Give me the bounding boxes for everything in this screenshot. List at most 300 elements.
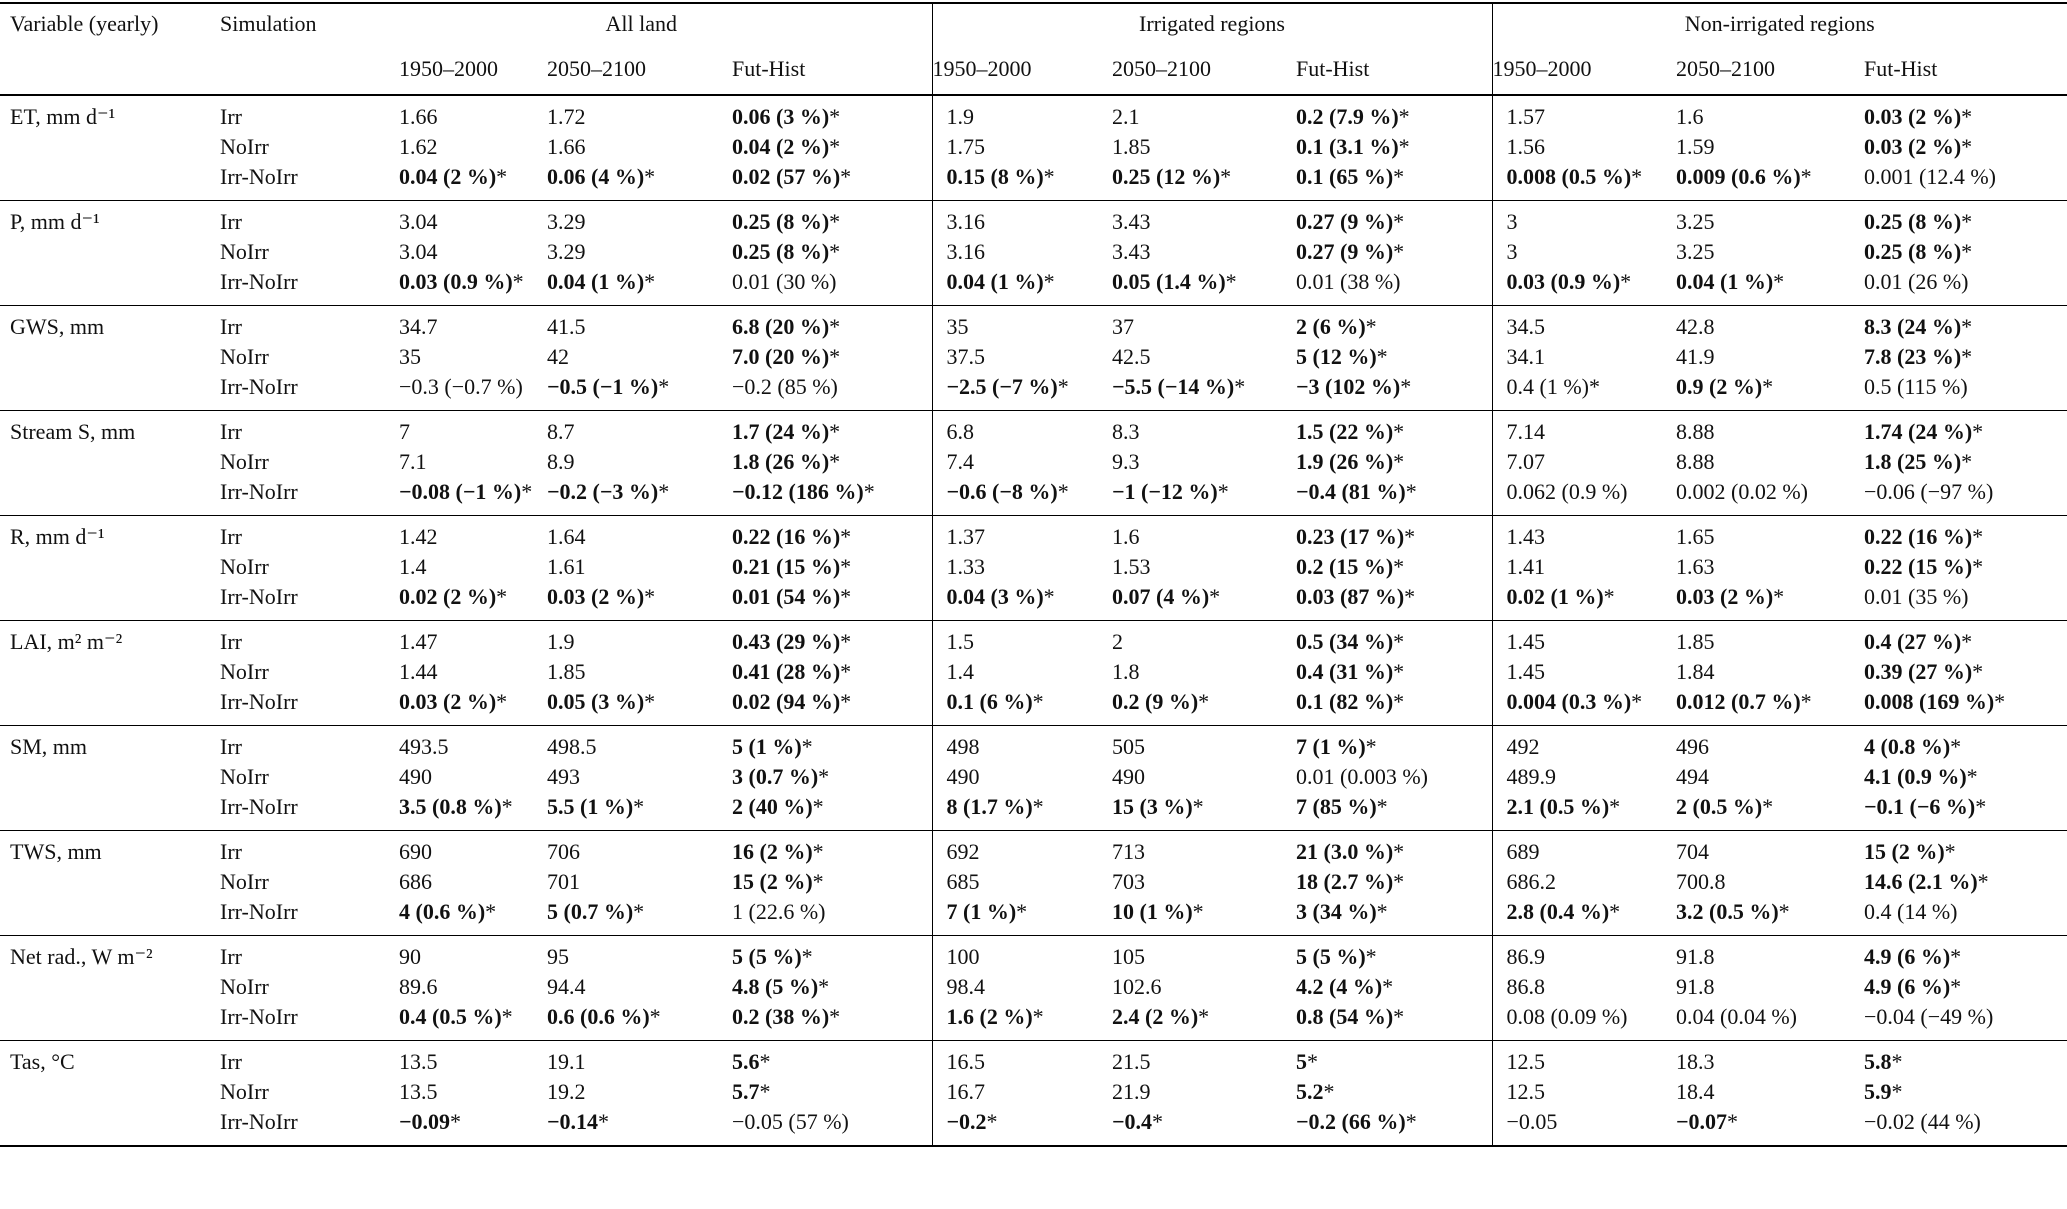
cell-value: 5.5 (1 %) <box>547 794 634 819</box>
value-cell <box>732 552 932 582</box>
cell-value: 0.06 (3 %) <box>732 104 830 129</box>
cell-value: 6.8 (20 %) <box>732 314 830 339</box>
significance-marker: * <box>1393 629 1405 654</box>
value-cell <box>1864 162 2067 201</box>
value-cell <box>351 411 547 448</box>
cell-value: 3.43 <box>1112 209 1151 234</box>
significance-marker: * <box>1944 839 1956 864</box>
value-cell <box>932 201 1112 238</box>
significance-marker: * <box>829 239 841 264</box>
value-cell <box>1492 267 1676 306</box>
value-cell <box>732 792 932 831</box>
cell-value: 3.04 <box>399 239 438 264</box>
value-cell <box>351 1107 547 1146</box>
value-cell <box>932 831 1112 868</box>
value-cell <box>1492 1077 1676 1107</box>
significance-marker: * <box>1365 944 1377 969</box>
cell-value: 0.27 (9 %) <box>1296 239 1394 264</box>
cell-value: 2.1 <box>1112 104 1140 129</box>
significance-marker: * <box>829 314 841 339</box>
cell-value: 0.03 (0.9 %) <box>399 269 513 294</box>
variable-label <box>0 762 220 792</box>
cell-value: 0.22 (15 %) <box>1864 554 1973 579</box>
cell-value: 1.4 <box>946 659 974 684</box>
simulation-label: NoIrr <box>220 659 269 684</box>
cell-value: 0.2 (38 %) <box>732 1004 830 1029</box>
simulation-label: NoIrr <box>220 344 269 369</box>
cell-value: 13.5 <box>399 1079 438 1104</box>
cell-value: 493.5 <box>399 734 449 759</box>
cell-value: 13.5 <box>399 1049 438 1074</box>
value-cell <box>1676 95 1864 132</box>
cell-value: 16 (2 %) <box>732 839 813 864</box>
variable-label: LAI, m² m⁻² <box>10 629 123 654</box>
cell-value: 1.59 <box>1676 134 1715 159</box>
value-cell <box>547 411 732 448</box>
value-cell <box>547 726 732 763</box>
value-cell <box>1492 897 1676 936</box>
cell-value: 0.22 (16 %) <box>1864 524 1973 549</box>
significance-marker: * <box>496 164 508 189</box>
cell-value: 18 (2.7 %) <box>1296 869 1394 894</box>
cell-value: 493 <box>547 764 580 789</box>
significance-marker: * <box>1393 419 1405 444</box>
cell-value: 0.41 (28 %) <box>732 659 841 684</box>
significance-marker: * <box>1405 1109 1417 1134</box>
value-cell <box>732 972 932 1002</box>
value-cell <box>1864 1002 2067 1041</box>
significance-marker: * <box>1376 344 1388 369</box>
cell-value: 91.8 <box>1676 974 1715 999</box>
cell-value: 0.23 (17 %) <box>1296 524 1405 549</box>
cell-value: 0.27 (9 %) <box>1296 209 1394 234</box>
significance-marker: * <box>1961 344 1973 369</box>
value-cell <box>351 687 547 726</box>
value-cell <box>547 657 732 687</box>
significance-marker: * <box>1404 584 1416 609</box>
value-cell <box>932 621 1112 658</box>
value-cell <box>1492 201 1676 238</box>
value-cell <box>1296 621 1492 658</box>
cell-value: 704 <box>1676 839 1709 864</box>
value-cell <box>1676 1041 1864 1078</box>
cell-value: 21.5 <box>1112 1049 1151 1074</box>
significance-marker: * <box>450 1109 462 1134</box>
cell-value: 21.9 <box>1112 1079 1151 1104</box>
value-cell <box>1676 132 1864 162</box>
value-cell <box>1112 411 1296 448</box>
cell-value: −0.2 <box>946 1109 987 1134</box>
cell-value: 1.42 <box>399 524 438 549</box>
value-cell <box>351 726 547 763</box>
significance-marker: * <box>812 869 824 894</box>
value-cell <box>732 867 932 897</box>
cell-value: −0.4 <box>1112 1109 1153 1134</box>
cell-value: 0.01 (26 %) <box>1864 269 1969 294</box>
table-row <box>0 1077 2067 1107</box>
cell-value: 689 <box>1506 839 1540 864</box>
significance-marker: * <box>658 374 670 399</box>
cell-value: 5.2 <box>1296 1079 1324 1104</box>
cell-value: 0.02 (1 %) <box>1506 584 1604 609</box>
cell-value: 21 (3.0 %) <box>1296 839 1394 864</box>
significance-marker: * <box>1961 239 1973 264</box>
cell-value: 713 <box>1112 839 1145 864</box>
header-period-future: 2050–2100 <box>547 44 732 95</box>
cell-value: 3.5 (0.8 %) <box>399 794 502 819</box>
cell-value: 4.1 (0.9 %) <box>1864 764 1967 789</box>
simulation-label: Irr <box>220 419 242 444</box>
value-cell <box>351 792 547 831</box>
table-row <box>0 447 2067 477</box>
significance-marker: * <box>1382 974 1394 999</box>
significance-marker: * <box>829 344 841 369</box>
cell-value: 0.002 (0.02 %) <box>1676 479 1808 504</box>
value-cell <box>932 1107 1112 1146</box>
cell-value: 685 <box>946 869 980 894</box>
cell-value: 2 (6 %) <box>1296 314 1366 339</box>
cell-value: 7.0 (20 %) <box>732 344 830 369</box>
significance-marker: * <box>1393 164 1405 189</box>
cell-value: 4.8 (5 %) <box>732 974 819 999</box>
simulation-label: NoIrr <box>220 764 269 789</box>
table-row <box>0 477 2067 516</box>
value-cell <box>932 936 1112 973</box>
significance-marker: * <box>1631 164 1643 189</box>
simulation-label: Irr <box>220 1049 242 1074</box>
significance-marker: * <box>829 209 841 234</box>
value-cell <box>1492 657 1676 687</box>
value-cell <box>351 477 547 516</box>
value-cell <box>1112 582 1296 621</box>
significance-marker: * <box>1961 449 1973 474</box>
value-cell <box>1112 1107 1296 1146</box>
cell-value: −0.3 (−0.7 %) <box>399 374 523 399</box>
cell-value: 0.02 (2 %) <box>399 584 497 609</box>
table-row <box>0 162 2067 201</box>
significance-marker: * <box>644 584 656 609</box>
significance-marker: * <box>512 269 524 294</box>
simulation-label: Irr-NoIrr <box>220 582 351 621</box>
cell-value: 3.2 (0.5 %) <box>1676 899 1779 924</box>
cell-value: 1.33 <box>946 554 985 579</box>
significance-marker: * <box>1365 734 1377 759</box>
value-cell <box>1492 372 1676 411</box>
header-period-diff: Fut-Hist <box>732 44 932 95</box>
value-cell <box>1492 762 1676 792</box>
value-cell <box>932 267 1112 306</box>
significance-marker: * <box>1393 239 1405 264</box>
simulation-label: Irr-NoIrr <box>220 372 351 411</box>
value-cell <box>932 372 1112 411</box>
value-cell <box>547 1002 732 1041</box>
cell-value: 5.6 <box>732 1049 760 1074</box>
value-cell <box>351 552 547 582</box>
header-period-hist: 1950–2000 <box>932 44 1112 95</box>
value-cell <box>1296 237 1492 267</box>
value-cell <box>547 867 732 897</box>
value-cell <box>351 1002 547 1041</box>
value-cell <box>932 726 1112 763</box>
significance-marker: * <box>1961 209 1973 234</box>
cell-value: 1.64 <box>547 524 586 549</box>
significance-marker: * <box>1043 269 1055 294</box>
cell-value: 1.43 <box>1506 524 1545 549</box>
value-cell <box>547 1077 732 1107</box>
value-cell <box>1676 972 1864 1002</box>
value-cell <box>1676 792 1864 831</box>
value-cell <box>732 621 932 658</box>
significance-marker: * <box>598 1109 610 1134</box>
significance-marker: * <box>1950 974 1962 999</box>
cell-value: 0.9 (2 %) <box>1676 374 1763 399</box>
significance-marker: * <box>1950 734 1962 759</box>
simulation-label: Irr <box>220 209 242 234</box>
cell-value: 3 (34 %) <box>1296 899 1377 924</box>
value-cell <box>547 552 732 582</box>
simulation-label: Irr <box>220 839 242 864</box>
value-cell <box>732 897 932 936</box>
cell-value: −0.04 (−49 %) <box>1864 1004 1994 1029</box>
value-cell <box>1296 1077 1492 1107</box>
variable-label: Tas, °C <box>10 1049 75 1074</box>
header-group-non-irrigated: Non-irrigated regions <box>1492 3 2067 44</box>
cell-value: 0.01 (38 %) <box>1296 269 1401 294</box>
significance-marker: * <box>840 524 852 549</box>
value-cell <box>1112 516 1296 553</box>
cell-value: 3.25 <box>1676 209 1715 234</box>
value-cell <box>1864 897 2067 936</box>
significance-marker: * <box>1773 584 1785 609</box>
value-cell <box>1296 552 1492 582</box>
value-cell <box>1676 936 1864 973</box>
variable-label <box>0 792 220 831</box>
table-body <box>0 95 2067 1146</box>
value-cell <box>547 162 732 201</box>
value-cell <box>1864 762 2067 792</box>
value-cell <box>1676 726 1864 763</box>
cell-value: 1.6 <box>1112 524 1140 549</box>
cell-value: 1.6 <box>1676 104 1704 129</box>
simulation-label: NoIrr <box>220 239 269 264</box>
value-cell <box>351 162 547 201</box>
significance-marker: * <box>829 419 841 444</box>
cell-value: 0.05 (1.4 %) <box>1112 269 1226 294</box>
significance-marker: * <box>801 734 813 759</box>
cell-value: 1.37 <box>946 524 985 549</box>
table-row <box>0 867 2067 897</box>
cell-value: 3.25 <box>1676 239 1715 264</box>
significance-marker: * <box>1032 689 1044 714</box>
cell-value: 6.8 <box>946 419 974 444</box>
variable-label: P, mm d⁻¹ <box>10 209 100 234</box>
value-cell <box>732 342 932 372</box>
table-row <box>0 237 2067 267</box>
value-cell <box>732 1107 932 1146</box>
cell-value: 3 (0.7 %) <box>732 764 819 789</box>
cell-value: 1.84 <box>1676 659 1715 684</box>
table-row <box>0 972 2067 1002</box>
simulation-label: Irr <box>220 314 242 339</box>
table-row <box>0 516 2067 553</box>
cell-value: 0.04 (0.04 %) <box>1676 1004 1797 1029</box>
value-cell <box>1492 687 1676 726</box>
value-cell <box>547 201 732 238</box>
value-cell <box>1492 936 1676 973</box>
cell-value: 0.25 (12 %) <box>1112 164 1221 189</box>
value-cell <box>1492 447 1676 477</box>
value-cell <box>547 477 732 516</box>
cell-value: 0.04 (3 %) <box>946 584 1044 609</box>
results-table <box>0 2 2067 1147</box>
value-cell <box>1676 411 1864 448</box>
value-cell <box>732 447 932 477</box>
value-cell <box>547 582 732 621</box>
significance-marker: * <box>1762 374 1774 399</box>
cell-value: 3 <box>1506 209 1518 234</box>
significance-marker: * <box>1961 629 1973 654</box>
value-cell <box>547 831 732 868</box>
cell-value: 0.05 (3 %) <box>547 689 645 714</box>
value-cell <box>1296 867 1492 897</box>
value-cell <box>1492 342 1676 372</box>
value-cell <box>351 237 547 267</box>
cell-value: 7 <box>399 419 410 444</box>
value-cell <box>932 447 1112 477</box>
value-cell <box>1112 201 1296 238</box>
table-row <box>0 762 2067 792</box>
cell-value: 16.5 <box>946 1049 985 1074</box>
cell-value: 0.008 (0.5 %) <box>1506 164 1632 189</box>
significance-marker: * <box>521 479 533 504</box>
cell-value: 105 <box>1112 944 1145 969</box>
significance-marker: * <box>1016 899 1028 924</box>
cell-value: 5 (1 %) <box>732 734 802 759</box>
value-cell <box>732 306 932 343</box>
table-row <box>0 552 2067 582</box>
cell-value: 7.1 <box>399 449 427 474</box>
cell-value: 0.02 (57 %) <box>732 164 841 189</box>
variable-label: R, mm d⁻¹ <box>10 524 105 549</box>
cell-value: 0.012 (0.7 %) <box>1676 689 1801 714</box>
variable-label: SM, mm <box>10 734 88 759</box>
table-row <box>0 372 2067 411</box>
cell-value: 8.88 <box>1676 449 1715 474</box>
significance-marker: * <box>1773 269 1785 294</box>
table-row <box>0 657 2067 687</box>
cell-value: 0.02 (94 %) <box>732 689 841 714</box>
cell-value: 7 (85 %) <box>1296 794 1377 819</box>
value-cell <box>547 972 732 1002</box>
table-row <box>0 1107 2067 1146</box>
cell-value: 686.2 <box>1506 869 1556 894</box>
cell-value: 0.15 (8 %) <box>946 164 1044 189</box>
cell-value: −0.2 (85 %) <box>732 374 838 399</box>
value-cell <box>732 132 932 162</box>
significance-marker: * <box>1376 899 1388 924</box>
cell-value: 1 (22.6 %) <box>732 899 826 924</box>
value-cell <box>1864 792 2067 831</box>
value-cell <box>1112 1002 1296 1041</box>
value-cell <box>1864 552 2067 582</box>
cell-value: 5 (0.7 %) <box>547 899 634 924</box>
header-period-future: 2050–2100 <box>1676 44 1864 95</box>
variable-label <box>0 267 220 306</box>
cell-value: 42.8 <box>1676 314 1715 339</box>
value-cell <box>1864 201 2067 238</box>
significance-marker: * <box>1376 794 1388 819</box>
value-cell <box>732 1077 932 1107</box>
cell-value: 0.5 (115 %) <box>1864 374 1968 399</box>
cell-value: 0.04 (1 %) <box>1676 269 1774 294</box>
value-cell <box>1296 516 1492 553</box>
cell-value: 0.4 (27 %) <box>1864 629 1962 654</box>
cell-value: −0.05 (57 %) <box>732 1109 849 1134</box>
cell-value: 12.5 <box>1506 1049 1545 1074</box>
cell-value: 2 (0.5 %) <box>1676 794 1763 819</box>
significance-marker: * <box>1032 1004 1044 1029</box>
value-cell <box>1864 657 2067 687</box>
value-cell <box>1112 162 1296 201</box>
value-cell <box>1296 762 1492 792</box>
cell-value: 3.43 <box>1112 239 1151 264</box>
value-cell <box>1296 95 1492 132</box>
significance-marker: * <box>1209 584 1221 609</box>
cell-value: 0.2 (9 %) <box>1112 689 1199 714</box>
value-cell <box>932 1077 1112 1107</box>
value-cell <box>1864 237 2067 267</box>
simulation-label: NoIrr <box>220 869 269 894</box>
header-blank <box>0 44 220 95</box>
cell-value: 3.16 <box>946 209 985 234</box>
value-cell <box>1676 762 1864 792</box>
cell-value: 5.9 <box>1864 1079 1892 1104</box>
significance-marker: * <box>1950 944 1962 969</box>
cell-value: 42.5 <box>1112 344 1151 369</box>
cell-value: 1.6 (2 %) <box>946 1004 1033 1029</box>
value-cell <box>1112 132 1296 162</box>
cell-value: 0.1 (65 %) <box>1296 164 1394 189</box>
simulation-label: Irr-NoIrr <box>220 687 351 726</box>
value-cell <box>932 687 1112 726</box>
cell-value: 86.8 <box>1506 974 1545 999</box>
cell-value: −0.5 (−1 %) <box>547 374 659 399</box>
value-cell <box>1492 1041 1676 1078</box>
simulation-label: Irr-NoIrr <box>220 267 351 306</box>
significance-marker: * <box>1966 764 1978 789</box>
cell-value: 41.9 <box>1676 344 1715 369</box>
cell-value: 7.07 <box>1506 449 1545 474</box>
significance-marker: * <box>1198 689 1210 714</box>
value-cell <box>547 132 732 162</box>
value-cell <box>732 762 932 792</box>
significance-marker: * <box>1975 794 1987 819</box>
significance-marker: * <box>759 1049 771 1074</box>
value-cell <box>732 582 932 621</box>
header-group-all-land: All land <box>605 11 677 36</box>
cell-value: 102.6 <box>1112 974 1162 999</box>
value-cell <box>351 372 547 411</box>
value-cell <box>1492 411 1676 448</box>
value-cell <box>732 1002 932 1041</box>
table-row <box>0 342 2067 372</box>
cell-value: −5.5 (−14 %) <box>1112 374 1235 399</box>
significance-marker: * <box>496 689 508 714</box>
header-period-hist: 1950–2000 <box>1492 44 1676 95</box>
significance-marker: * <box>1225 269 1237 294</box>
significance-marker: * <box>1961 314 1973 339</box>
cell-value: 1.85 <box>547 659 586 684</box>
